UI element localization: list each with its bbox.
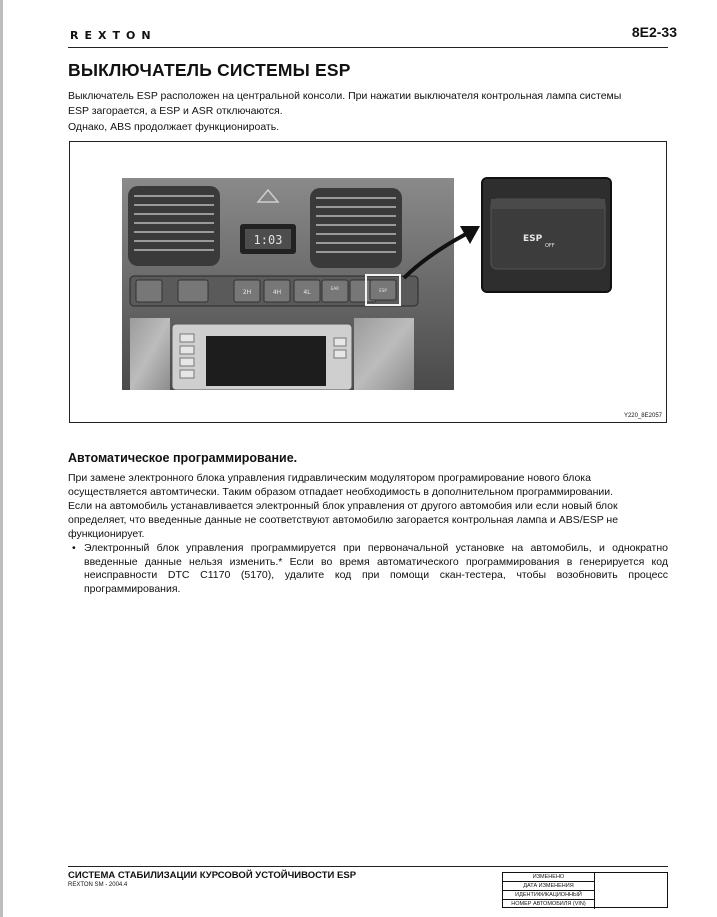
page-number: 8E2-33 [631,24,677,40]
esp-switch-figure [69,141,667,423]
dashboard-illustration [122,178,454,390]
footer-subtitle: REXTON SM - 2004.4 [68,882,128,888]
auto-line-1: При замене электронного блока управления гидравлическим модулятором програмирование нового блока [68,472,591,484]
stamp-row-vin: НОМЕР АВТОМОБИЛЯ (VIN) [503,900,595,909]
btn-ear-label: EAR [330,286,340,291]
off-label: OFF [545,243,555,249]
esp-button-closeup [481,177,612,293]
esp-label: ESP [523,234,543,244]
intro-line-2: ESP загорается, а ESP и ASR отключаются. [68,105,283,117]
page-edge-bar [0,0,3,917]
programming-note-text: Электронный блок управления программируется при первоначальной установке на автомобиль, и однократно введенные данные нельзя изменить.* Если во время автоматического программирования в генерируется код неисправности DTC C1170 (5170), удалите код при помощи скан-тестера, чтобы возобновить процесс программирования. [84,542,668,595]
btn-2h-label: 2H [242,289,252,296]
stamp-row-changed: ИЗМЕНЕНО [503,873,595,882]
intro-line-1: Выключатель ESP расположен на центральной консоли. При нажатии выключателя контрольная лампа системы [68,90,622,102]
auto-line-3: Если на автомобиль устанавливается электронный блок управления от другого автомобия или если новый блок [68,500,618,512]
auto-line-5: функционирует. [68,528,145,540]
bullet-icon: • [72,542,76,554]
revision-stamp [502,872,668,908]
intro-line-3: Однако, ABS продолжает функционироать. [68,121,280,133]
footer-divider [68,866,668,867]
figure-code: Y220_8E2057 [623,413,662,419]
section-title: ВЫКЛЮЧАТЕЛЬ СИСТЕМЫ ESP [68,60,351,80]
stamp-row-date: ДАТА ИЗМЕНЕНИЯ [503,882,595,891]
auto-line-4: определяет, что введенные данные не соответствуют автомобилю загорается контрольная лампа и ABS/ESP не [68,514,619,526]
btn-esp-label: ESP [379,288,387,293]
auto-line-2: осуществляется автомтически. Таким образом отпадает необходимость в дополнительном программировании. [68,486,614,498]
btn-4l-label: 4L [303,289,311,296]
auto-programming-heading: Автоматическое программирование. [68,451,298,465]
esp-button-illustration [483,179,610,291]
btn-4h-label: 4H [272,289,282,296]
pointer-arrow [400,212,490,282]
dashboard-photo [122,178,454,390]
rexton-logo: REXTON [70,29,157,42]
stamp-row-id: ИДЕНТИФИКАЦИОННЫЙ [503,891,595,900]
header-divider [68,47,668,48]
footer-title: СИСТЕМА СТАБИЛИЗАЦИИ КУРСОВОЙ УСТОЙЧИВОСТИ ESP [68,870,357,881]
clock-readout: 1:03 [253,233,283,247]
